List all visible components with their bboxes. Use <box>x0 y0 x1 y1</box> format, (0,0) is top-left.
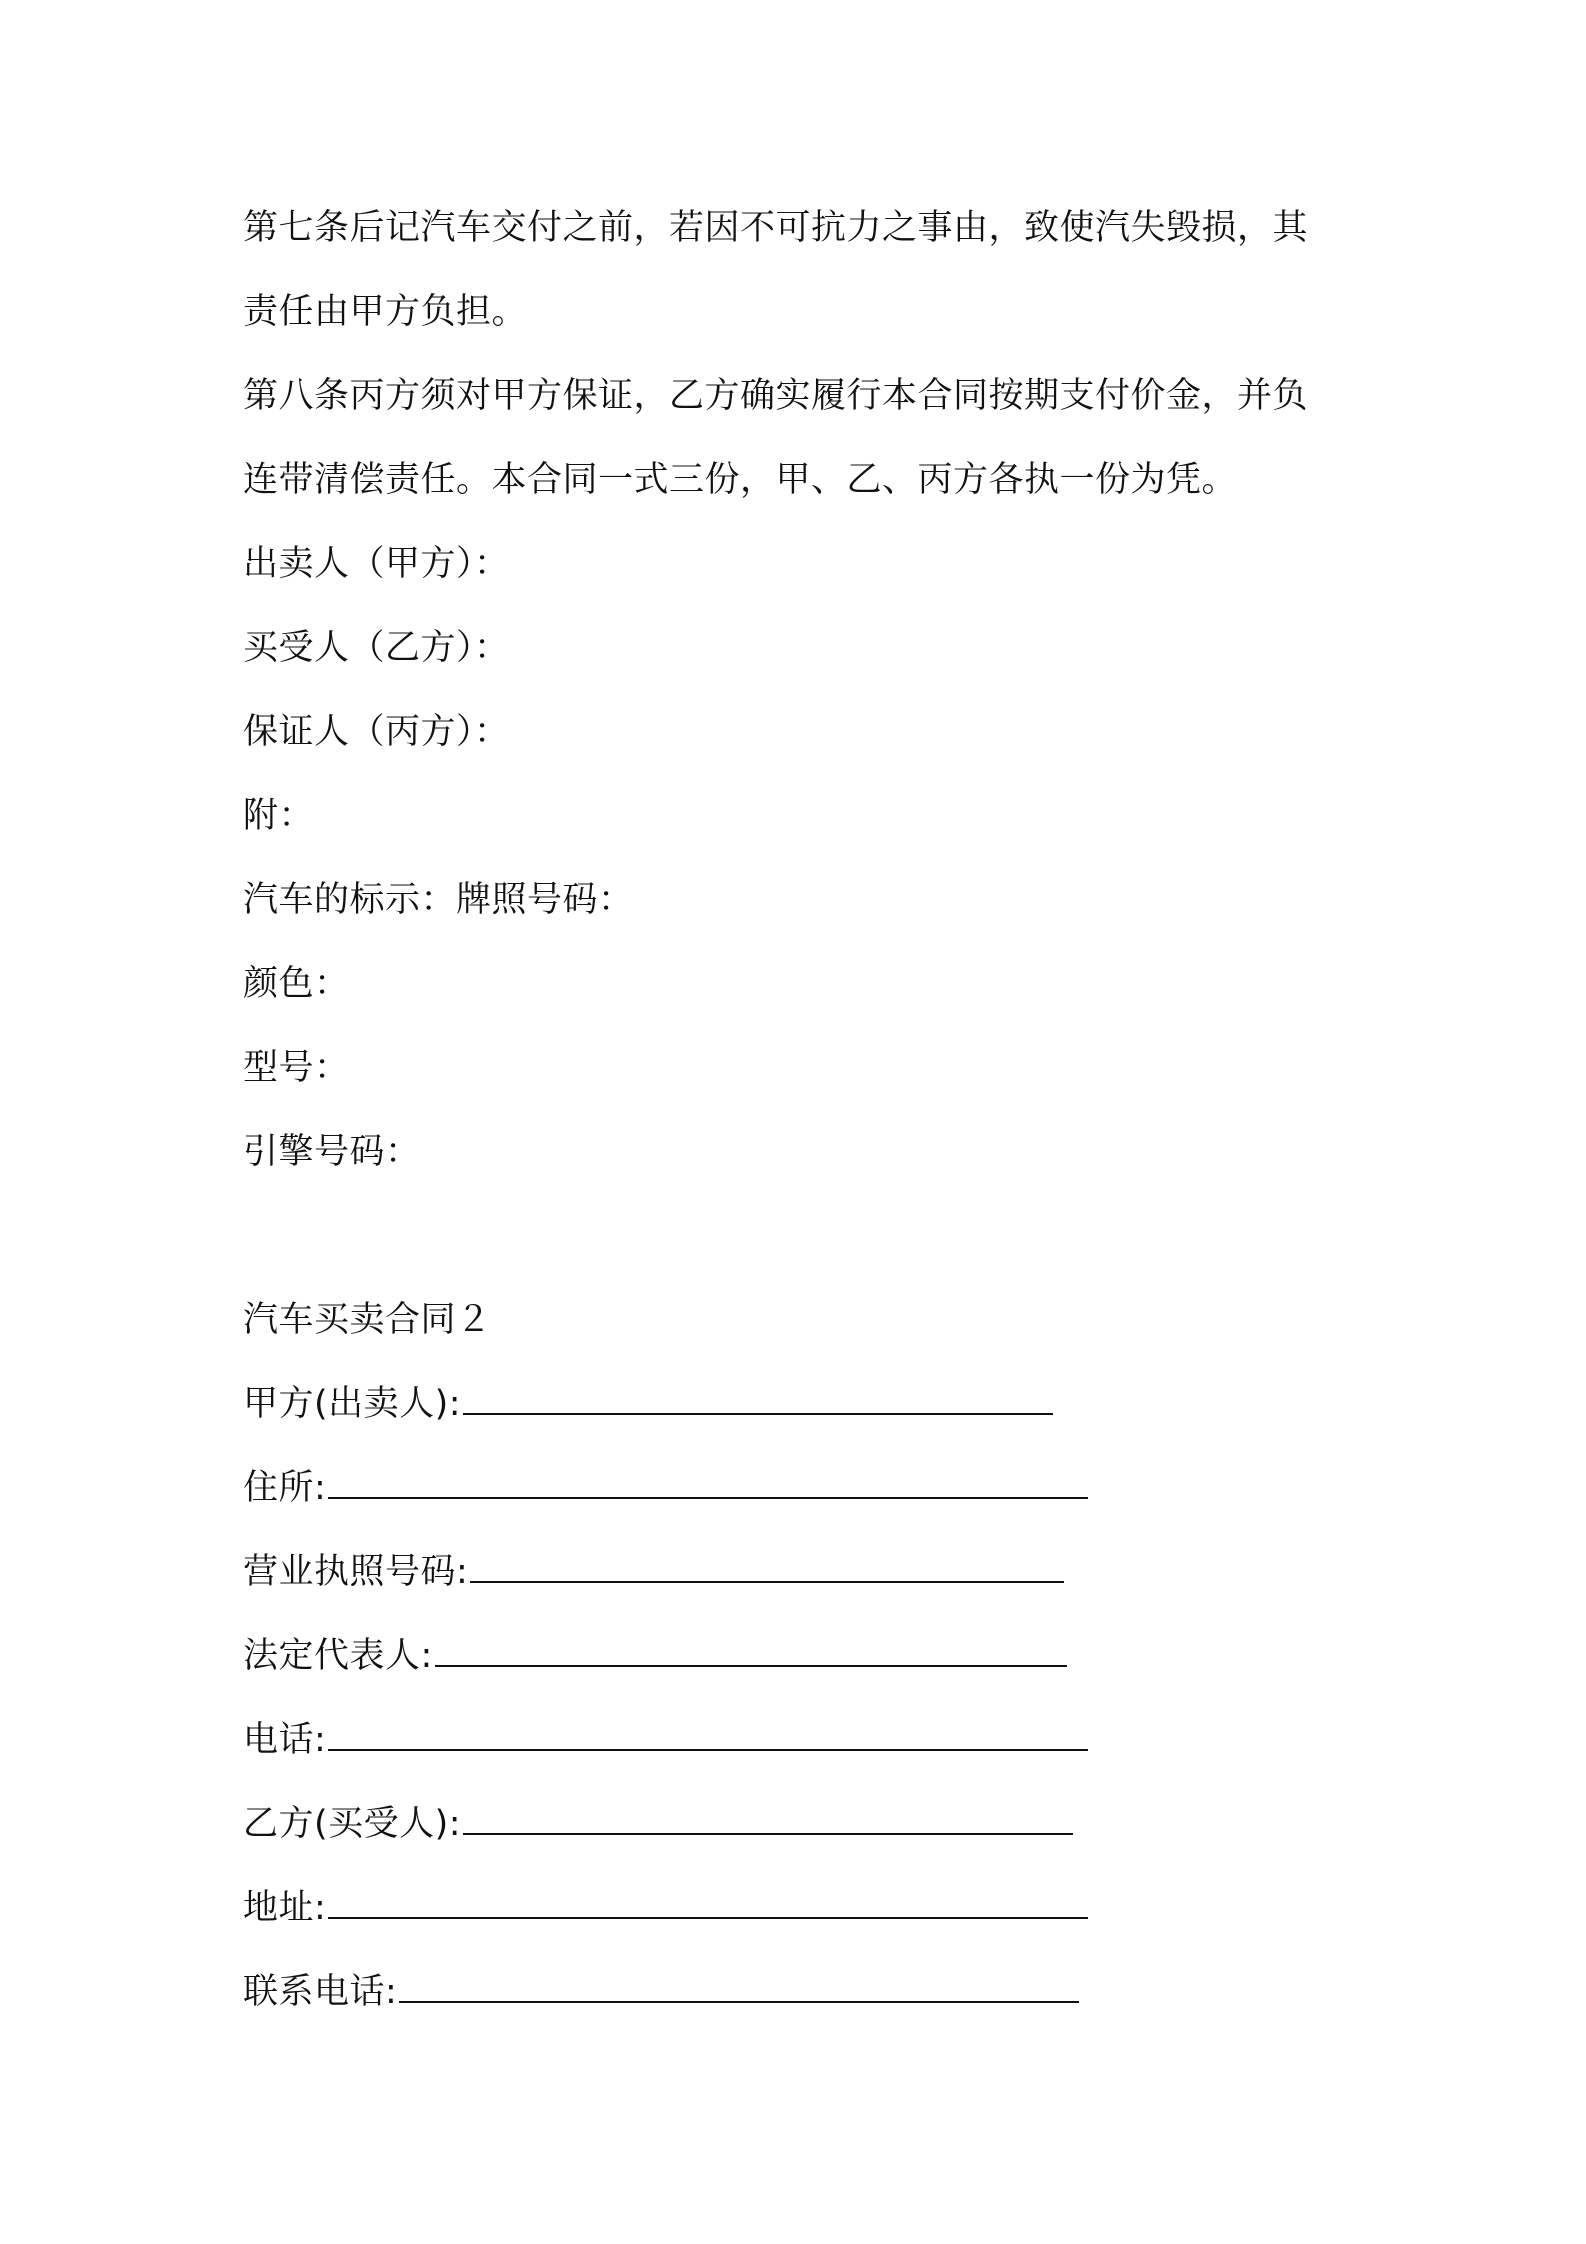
guarantor-label: 保证人（丙方）： <box>243 712 510 752</box>
contact-phone-label: 联系电话: <box>243 1972 398 2012</box>
address-blank[interactable] <box>328 1887 1088 1919</box>
article-7-line-1: 第七条后记汽车交付之前，若因不可抗力之事由，致使汽失毁损，其 <box>243 208 1309 248</box>
legal-representative-label: 法定代表人: <box>243 1636 433 1676</box>
article-8-line-2: 连带清偿责任。本合同一式三份，甲、乙、丙方各执一份为凭。 <box>243 460 1238 500</box>
party-a-row <box>243 1382 1053 1426</box>
contact-phone-row <box>243 1970 1079 2014</box>
article-7-line-2: 责任由甲方负担。 <box>243 292 528 332</box>
residence-blank[interactable] <box>328 1467 1088 1499</box>
party-b-row <box>243 1802 1073 1846</box>
legal-representative-blank[interactable] <box>435 1635 1067 1667</box>
engine-number-label: 引擎号码： <box>243 1132 421 1172</box>
contract-2-title: 汽车买卖合同２ <box>243 1300 492 1340</box>
contact-phone-blank[interactable] <box>399 1971 1079 2003</box>
business-license-blank[interactable] <box>470 1551 1064 1583</box>
color-label: 颜色： <box>243 964 350 1004</box>
attachment-label: 附： <box>243 796 315 836</box>
party-a-label: 甲方(出卖人): <box>243 1384 462 1424</box>
party-b-blank[interactable] <box>463 1803 1073 1835</box>
seller-label: 出卖人（甲方）： <box>243 544 510 584</box>
phone-blank[interactable] <box>328 1719 1088 1751</box>
article-8-line-1: 第八条丙方须对甲方保证，乙方确实履行本合同按期支付价金，并负 <box>243 376 1309 416</box>
party-a-blank[interactable] <box>463 1383 1053 1415</box>
residence-row <box>243 1466 1088 1510</box>
business-license-row <box>243 1550 1064 1594</box>
car-identification-label: 汽车的标示：牌照号码： <box>243 880 634 920</box>
phone-label: 电话: <box>243 1720 327 1760</box>
business-license-label: 营业执照号码: <box>243 1552 469 1592</box>
residence-label: 住所: <box>243 1468 327 1508</box>
address-label: 地址: <box>243 1888 327 1928</box>
phone-row <box>243 1718 1088 1762</box>
legal-representative-row <box>243 1634 1067 1678</box>
model-label: 型号： <box>243 1048 350 1088</box>
address-row <box>243 1886 1088 1930</box>
buyer-label: 买受人（乙方）： <box>243 628 510 668</box>
party-b-label: 乙方(买受人): <box>243 1804 462 1844</box>
